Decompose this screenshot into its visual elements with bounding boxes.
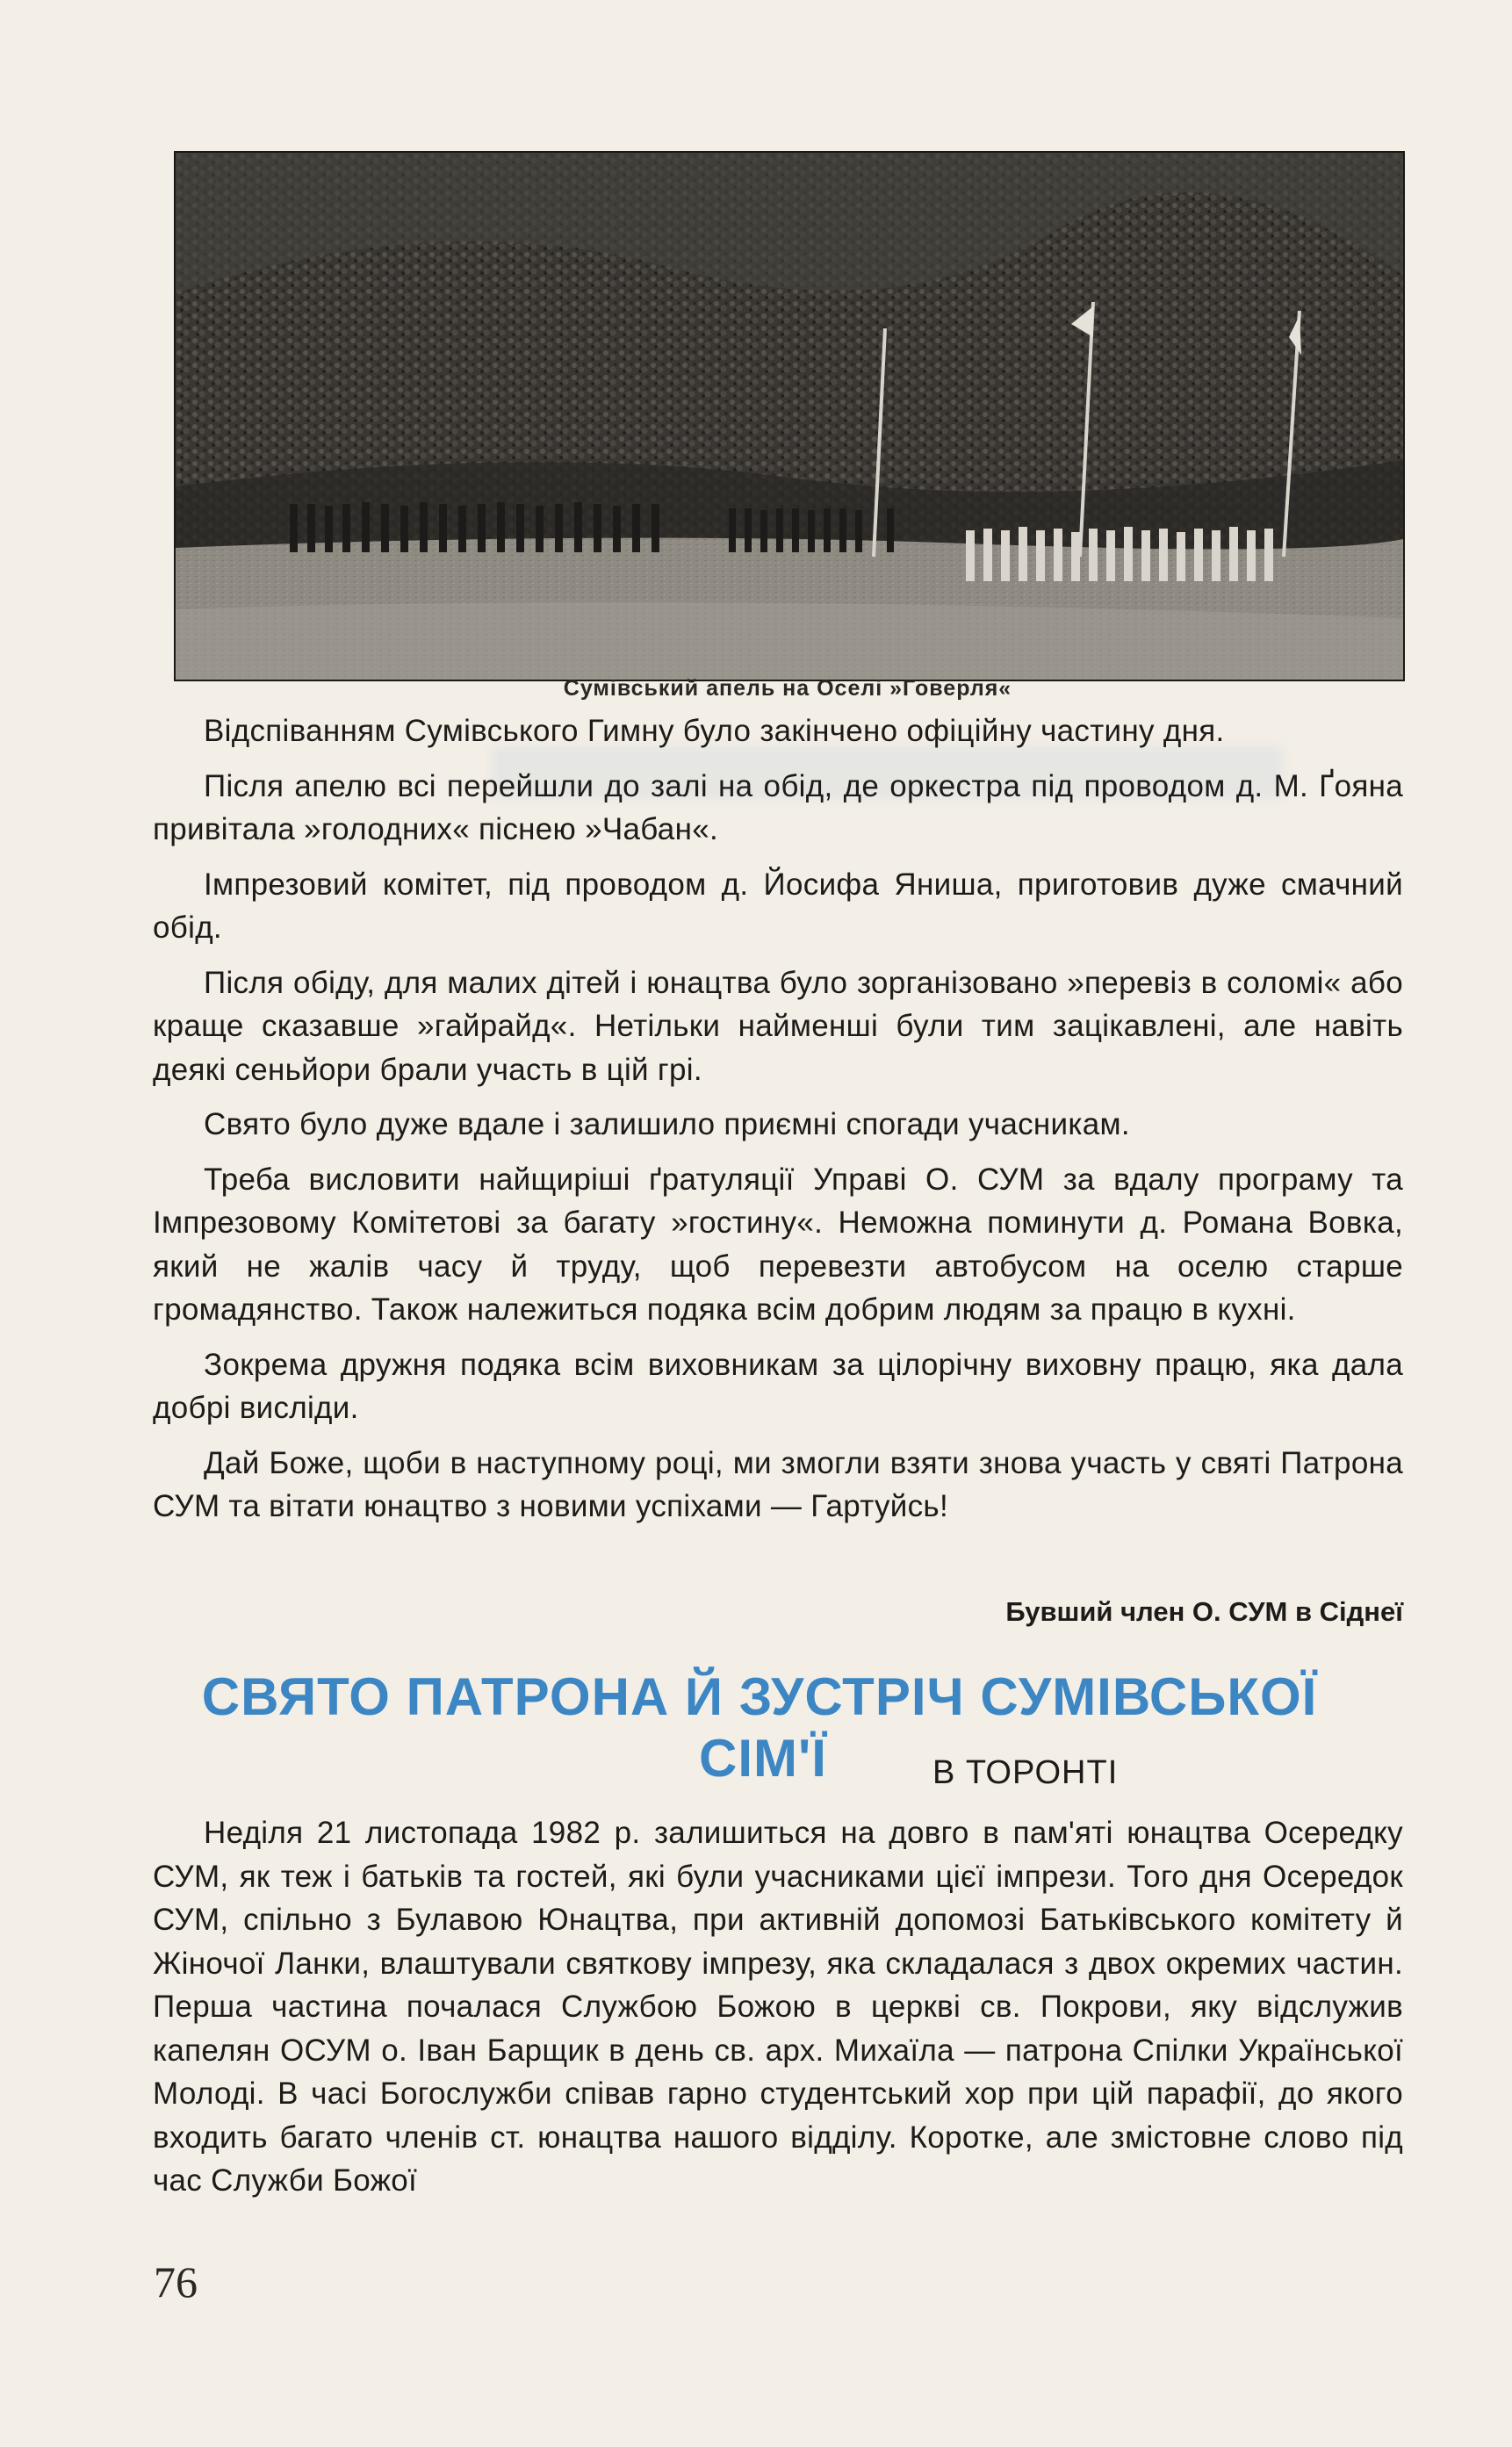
article-1-body bbox=[153, 709, 1403, 1540]
article-2-title: СВЯТО ПАТРОНА Й ЗУСТРІЧ СУМІВСЬКОЇ bbox=[201, 1667, 1318, 1726]
page-number: 76 bbox=[154, 2257, 198, 2307]
article-2-title-line-2: СІМ'Ї bbox=[699, 1729, 827, 1788]
paragraph: Треба висловити найщиріші ґратуляції Управі О. СУМ за вдалу програму та Імпрезовому Комітетові за багату »гостину«. Неможна поминути д. Романа Вовка, який не жалів часу й труду, щоб перевезти автобусом на оселю старше громадянство. Також належиться подяка всім добрим людям за працю в кухні. bbox=[153, 1162, 1403, 1327]
paragraph: Після апелю всі перейшли до залі на обід, де оркестра під проводом д. М. Ґояна привітала »голодних« піснею »Чабан«. bbox=[153, 768, 1403, 846]
article-2-subtitle: В ТОРОНТІ bbox=[932, 1754, 1119, 1791]
paragraph: Імпрезовий комітет, під проводом д. Йосифа Яниша, приготовив дуже смачний обід. bbox=[153, 867, 1403, 945]
paragraph: Свято було дуже вдале і залишило приємні спогади учасникам. bbox=[204, 1107, 1130, 1141]
paragraph: Відспіванням Сумівського Гимну було закінчено офіційну частину дня. bbox=[204, 714, 1225, 748]
paragraph: Після обіду, для малих дітей і юнацтва було зорганізовано »перевіз в соломі« або краще сказавше »гайрайд«. Нетільки найменші були тим зацікавлені, але навіть деякі сеньйори брали участь в цій грі. bbox=[153, 965, 1403, 1087]
photo-caption: Сумівський апель на Оселі »Говерля« bbox=[563, 676, 1012, 701]
article-2-body bbox=[153, 1811, 1403, 2214]
paragraph: Дай Боже, щоби в наступному році, ми змогли взяти знова участь у святі Патрона СУМ та вітати юнацтво з новими успіхами — Гартуйсь! bbox=[153, 1445, 1403, 1523]
paragraph: Зокрема дружня подяка всім виховникам за цілорічну виховну працю, яка дала добрі висліди. bbox=[153, 1347, 1403, 1425]
photograph bbox=[174, 151, 1405, 681]
photo-scene bbox=[176, 153, 1403, 680]
paragraph: Неділя 21 листопада 1982 р. залишиться на довго в пам'яті юнацтва Осередку СУМ, як теж і батьків та гостей, які були учасниками цієї імпрези. Того дня Осередок СУМ, спільно з Булавою Юнацтва, при активній допомозі Батьківського комітету й Жіночої Ланки, влаштували святкову імпрезу, яка складалася з двох окремих частин. Перша частина почалася Службою Божою в церкві св. Покрови, яку відслужив капелян ОСУМ о. Іван Барщик в день св. арх. Михаїла — патрона Спілки Української Молоді. В часі Богослужби співав гарно студентський хор при цій парафії, до якого входить багато членів ст. юнацтва нашого відділу. Коротке, але змістовне слово під час Служби Божої bbox=[153, 1816, 1403, 2198]
signature: Бувший член О. СУМ в Сіднеї bbox=[1005, 1596, 1403, 1627]
